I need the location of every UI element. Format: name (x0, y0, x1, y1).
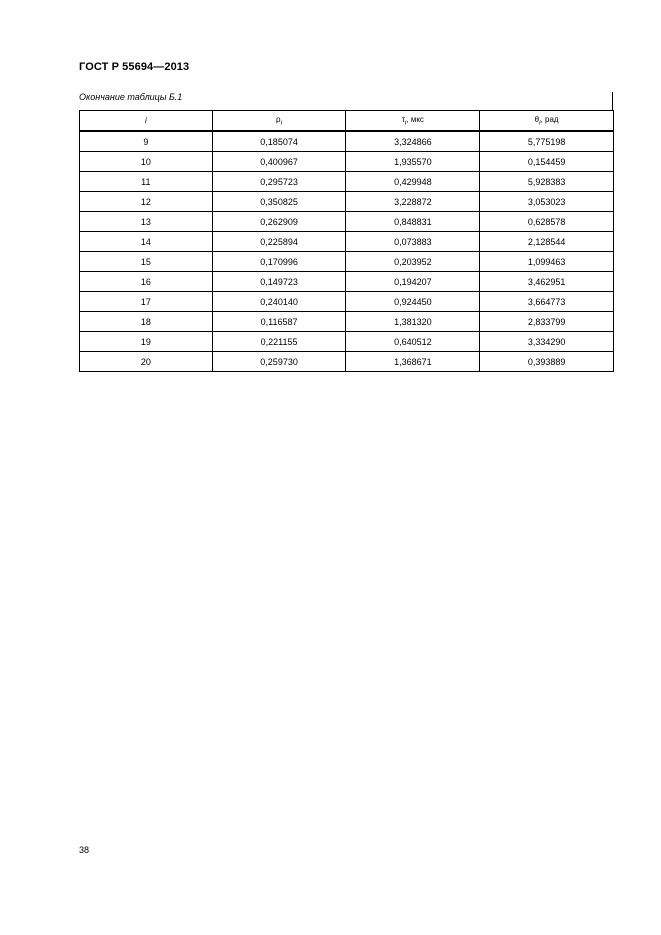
cell-tau: 3,228872 (346, 192, 480, 212)
cell-tau: 0,924450 (346, 292, 480, 312)
cell-tau: 0,848831 (346, 212, 480, 232)
cell-tau: 1,368671 (346, 352, 480, 372)
page-number: 38 (79, 845, 90, 855)
header-col-rho: $\rho_i$ (212, 111, 346, 132)
table-row (80, 232, 614, 252)
cell-rho: 0,350825 (212, 192, 346, 212)
table-row (80, 272, 614, 292)
cell-i: 10 (80, 152, 213, 172)
table-caption: Окончание таблицы Б.1 (79, 92, 183, 102)
cell-theta: 3,462951 (480, 272, 614, 292)
cell-theta: 5,775198 (480, 131, 614, 152)
cell-i: 18 (80, 312, 213, 332)
cell-tau: 3,324866 (346, 131, 480, 152)
cell-rho: 0,225894 (212, 232, 346, 252)
cell-theta: 1,099463 (480, 252, 614, 272)
cell-tau: 0,429948 (346, 172, 480, 192)
cell-i: 15 (80, 252, 213, 272)
cell-tau: 0,640512 (346, 332, 480, 352)
cell-tau: 0,203952 (346, 252, 480, 272)
table-row (80, 131, 614, 152)
cell-tau: 1,381320 (346, 312, 480, 332)
cell-i: 14 (80, 232, 213, 252)
cell-i: 17 (80, 292, 213, 312)
cell-i: 13 (80, 212, 213, 232)
table-row (80, 332, 614, 352)
table-row (80, 192, 614, 212)
table-row (80, 352, 614, 372)
cell-theta: 3,053023 (480, 192, 614, 212)
cell-rho: 0,149723 (212, 272, 346, 292)
document-header: ГОСТ Р 55694—2013 (79, 61, 190, 73)
table-header-row (80, 111, 614, 132)
cell-theta: 2,833799 (480, 312, 614, 332)
table-row (80, 252, 614, 272)
cell-theta: 0,154459 (480, 152, 614, 172)
cell-rho: 0,259730 (212, 352, 346, 372)
cell-rho: 0,262909 (212, 212, 346, 232)
cell-tau: 0,073883 (346, 232, 480, 252)
cell-rho: 0,116587 (212, 312, 346, 332)
cell-rho: 0,295723 (212, 172, 346, 192)
header-col-tau: $\tau_i$, мкс (346, 111, 480, 132)
table-row (80, 312, 614, 332)
cell-i: 9 (80, 131, 213, 152)
cell-theta: 3,334290 (480, 332, 614, 352)
table-row (80, 292, 614, 312)
header-col-theta: $\theta_i$, рад (480, 111, 614, 132)
cell-theta: 2,128544 (480, 232, 614, 252)
table-row (80, 172, 614, 192)
data-table (79, 110, 614, 372)
cell-i: 11 (80, 172, 213, 192)
cell-tau: 0,194207 (346, 272, 480, 292)
cell-rho: 0,170996 (212, 252, 346, 272)
cell-theta: 3,664773 (480, 292, 614, 312)
cell-i: 12 (80, 192, 213, 212)
table-row (80, 152, 614, 172)
cell-theta: 0,628578 (480, 212, 614, 232)
header-col-i: i (80, 111, 213, 132)
cell-rho: 0,400967 (212, 152, 346, 172)
table-row (80, 212, 614, 232)
cell-tau: 1,935570 (346, 152, 480, 172)
cell-i: 20 (80, 352, 213, 372)
cell-rho: 0,221155 (212, 332, 346, 352)
cell-rho: 0,185074 (212, 131, 346, 152)
cell-i: 16 (80, 272, 213, 292)
cell-theta: 0,393889 (480, 352, 614, 372)
cell-i: 19 (80, 332, 213, 352)
table-body (80, 131, 614, 372)
caption-right-rule (612, 92, 613, 110)
cell-theta: 5,928383 (480, 172, 614, 192)
cell-rho: 0,240140 (212, 292, 346, 312)
